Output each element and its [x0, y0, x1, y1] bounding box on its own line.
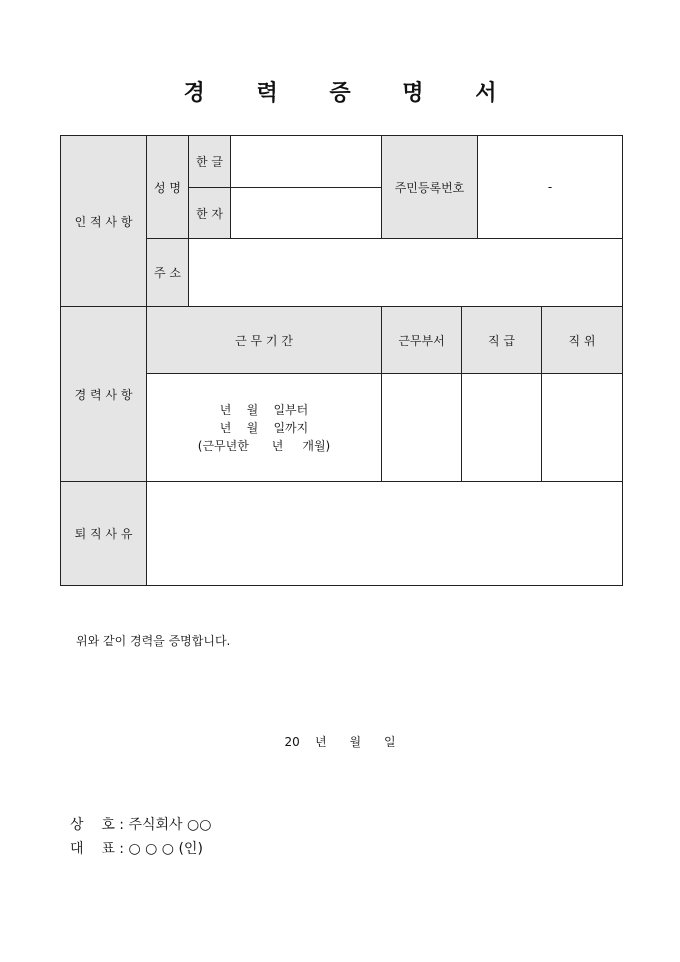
- name-label: 성 명: [147, 136, 189, 239]
- resident-number-field[interactable]: -: [478, 136, 623, 239]
- resident-number-label: 주민등록번호: [382, 136, 478, 239]
- hangul-label: 한 글: [189, 136, 231, 188]
- hanja-label: 한 자: [189, 188, 231, 239]
- grade-field[interactable]: [462, 374, 542, 482]
- issue-date: 20 년 월 일: [284, 735, 396, 749]
- period-from: 년 월 일부터: [219, 402, 309, 417]
- hanja-name-field[interactable]: [231, 188, 382, 239]
- company-name-line: 상 호 : 주식회사 ○○: [70, 817, 212, 833]
- address-label: 주 소: [147, 239, 189, 307]
- department-header: 근무부서: [382, 307, 462, 374]
- career-certificate-form: [60, 135, 623, 586]
- resignation-reason-field[interactable]: [147, 482, 623, 586]
- grade-header: 직 급: [462, 307, 542, 374]
- position-header: 직 위: [542, 307, 623, 374]
- address-field[interactable]: [189, 239, 623, 307]
- position-field[interactable]: [542, 374, 623, 482]
- resignation-reason-label: 퇴 직 사 유: [61, 482, 147, 586]
- personal-info-label: 인 적 사 항: [61, 136, 147, 307]
- page-title: 경 력 증 명 서: [183, 80, 519, 106]
- period-to: 년 월 일까지: [219, 420, 309, 435]
- department-field[interactable]: [382, 374, 462, 482]
- career-info-label: 경 력 사 항: [61, 307, 147, 482]
- certification-statement: 위와 같이 경력을 증명합니다.: [76, 634, 231, 648]
- hangul-name-field[interactable]: [231, 136, 382, 188]
- work-period-field[interactable]: [147, 374, 382, 482]
- work-period-header: 근 무 기 간: [147, 307, 382, 374]
- representative-line: 대 표 : ○ ○ ○ (인): [70, 841, 203, 857]
- period-total: (근무년한 년 개월): [197, 438, 331, 453]
